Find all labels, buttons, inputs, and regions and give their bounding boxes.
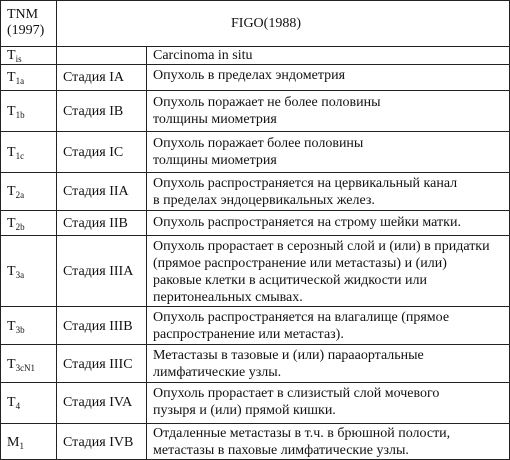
row-description [153,214,461,231]
figo-stage: Стадия IIB [63,216,128,231]
row-description [153,347,424,381]
tnm-stage [7,434,24,455]
figo-stage: Стадия IIIC [63,357,133,372]
desc-line: Опухоль распространяется на влагалище (прямое [153,310,450,325]
figo-stage: Стадия IIA [63,184,129,199]
tnm-stage [7,394,20,415]
header-tnm-year: (1997) [7,23,45,38]
desc-line: толщины миометрия [153,153,277,168]
desc-line: (прямое распространение или метастазы) и (или) [153,256,447,271]
figo-stage: Стадия IB [63,104,124,119]
row-divider [1,64,509,65]
desc-line: Опухоль распространяется на строму шейки матки. [153,215,461,230]
tnm-sub: 3cN1 [15,363,36,373]
tnm-main: T [7,184,16,199]
tnm-sub: 1c [15,151,25,161]
tnm-stage [7,47,22,68]
row-divider [1,90,509,91]
row-description [153,67,345,84]
tnm-sub: 3b [15,325,25,335]
row-description [153,425,450,459]
tnm-stage [7,103,25,124]
desc-line: пузыря и (или) прямой кишки. [153,403,336,418]
desc-line: Метастазы в тазовые и (или) парааортальные [153,348,424,363]
row-divider [1,210,509,211]
row-divider [1,46,509,47]
tnm-main: T [7,70,16,85]
figo-stage: Стадия IVA [63,395,133,410]
tnm-sub: 1b [15,110,25,120]
tnm-main: T [7,216,16,231]
tnm-stage [7,144,24,165]
tnm-sub: 1 [19,441,24,451]
row-divider [1,172,509,173]
desc-line: Опухоль поражает не более половины [153,95,381,110]
tnm-sub: 1a [15,76,25,86]
tnm-sub: 2a [15,190,25,200]
row-description [153,175,457,209]
column-divider [56,1,57,459]
row-divider [1,423,509,424]
figo-stage: Стадия IC [63,145,124,160]
tnm-main: T [7,48,16,63]
figo-stage: Стадия IIIA [63,264,134,279]
tnm-main: T [7,104,16,119]
desc-line: Carcinoma in situ [153,48,253,63]
desc-line: Опухоль в пределах эндометрия [153,68,346,83]
row-description [153,94,381,128]
desc-line: Опухоль прорастает в серозный слой и (или) в придатки [153,239,490,254]
tnm-sub: is [15,54,22,64]
tnm-main: T [7,145,16,160]
desc-line: Опухоль поражает более половины [153,136,364,151]
row-description [153,309,449,343]
desc-line: метастазы в паховые лимфатические узлы. [153,443,409,458]
tnm-main: M [7,435,20,450]
row-divider [1,131,509,132]
desc-line: раковые клетки в асцитической жидкости или [153,273,428,288]
row-description [153,385,439,419]
desc-line: в пределах эндоцервикальных желез. [153,193,375,208]
tnm-stage [7,183,24,204]
desc-line: распространение или метастаз). [153,327,344,342]
tnm-sub: 3a [15,270,25,280]
figo-stage: Стадия IIIB [63,319,133,334]
header-figo: FIGO(1988) [231,16,301,31]
tnm-main: T [7,319,16,334]
tnm-sub: 2b [15,222,25,232]
tnm-main: T [7,264,16,279]
row-divider [1,344,509,345]
desc-line: Отдаленные метастазы в т.ч. в брюшной полости, [153,426,451,441]
row-divider [1,382,509,383]
tnm-main: T [7,357,16,372]
row-description [153,135,363,169]
tnm-main: T [7,395,16,410]
header-tnm [7,7,44,39]
desc-line: толщины миометрия [153,112,277,127]
row-divider [1,235,509,236]
desc-line: перитонеальных смывах. [153,290,303,305]
tnm-stage [7,356,35,377]
header-tnm-label: TNM [7,7,39,22]
desc-line: лимфатические узлы. [153,365,282,380]
desc-line: Опухоль прорастает в слизистый слой мочевого [153,386,440,401]
desc-line: Опухоль распространяется на цервикальный канал [153,176,458,191]
tnm-sub: 4 [15,401,21,411]
tnm-stage [7,215,25,236]
figo-stage: Стадия IA [63,70,124,85]
row-description [153,238,490,306]
tnm-stage [7,69,24,90]
column-divider [146,46,147,459]
figo-stage: Стадия IVB [63,435,134,450]
row-divider [1,306,509,307]
row-description [153,47,253,64]
tnm-stage [7,318,25,339]
tnm-stage [7,263,24,284]
